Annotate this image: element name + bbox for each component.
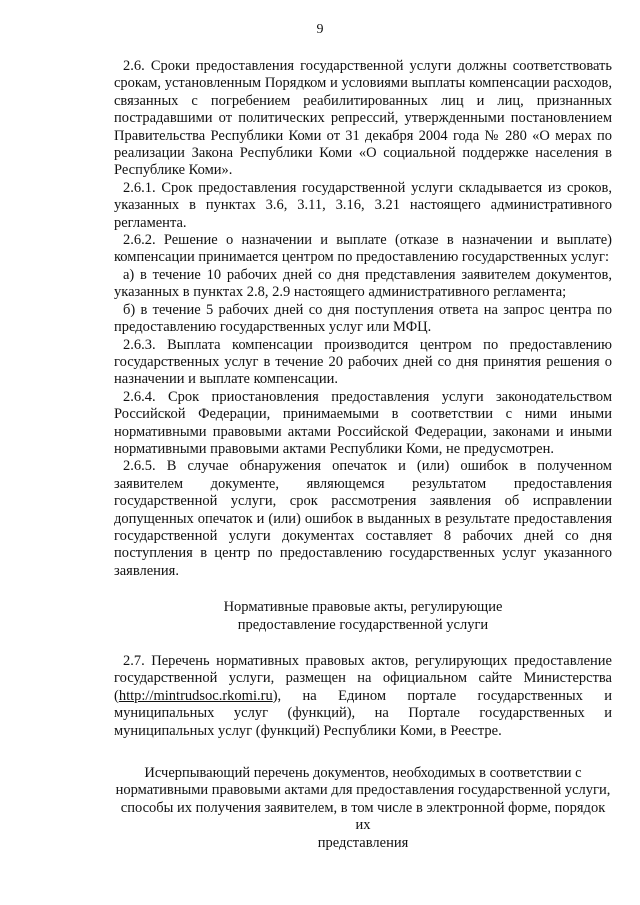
heading-line: нормативными правовыми актами для предоставления государственной услуги, [115,782,611,799]
paragraph-2-6: 2.6. Сроки предоставления государственной услуги должны соответствовать срокам, установленным Порядком и условиями выплаты компенсации расходов, связанных с погребением реабилитированных лиц и лиц, признанных пострадавшими от политических репрессий, утвержденными постановлением Правительства Республики Коми от 31 декабря 2004 года № 280 «О мерах по реализации Закона Республики Коми «О социальной поддержке населения в Республике Коми». [114,58,612,179]
paragraph-2-6-1: 2.6.1. Срок предоставления государственной услуги складывается из сроков, указанных в пунктах 3.6, 3.11, 3.16, 3.21 настоящего административного регламента. [114,179,612,231]
section-heading-normative-acts [114,599,612,634]
paragraph-2-6-2-a: а) в течение 10 рабочих дней со дня представления заявителем документов, указанных в пунктах 2.8, 2.9 настоящего административного регламента; [114,266,612,301]
paragraph-2-6-4: 2.6.4. Срок приостановления предоставления услуги законодательством Российской Федерации, принимаемыми в соответствии с ними иными нормативными правовыми актами Российской Федерации, законами и иными нормативными правовыми актами Республики Коми, не предусмотрен. [114,388,612,457]
paragraph-2-6-5: 2.6.5. В случае обнаружения опечаток и (или) ошибок в полученном заявителем документе, являющемся результатом предоставления государственной услуги, срок рассмотрения заявления об исправлении допущенных опечаток и (или) ошибок в выданных в результате предоставления государственной услуги документах составляет 8 рабочих дней со дня поступления в центр по предоставлению государственных услуг указанного заявления. [114,458,612,579]
paragraph-2-7 [114,653,612,740]
paragraph-2-6-2-b: б) в течение 5 рабочих дней со дня поступления ответа на запрос центра по предоставлению государственных услуг или МФЦ. [114,301,612,336]
document-body [114,58,612,852]
heading-line: представления [317,834,409,851]
paragraph-2-6-2: 2.6.2. Решение о назначении и выплате (отказе в назначении и выплате) компенсации принимается центром по предоставлению государственных услуг: [114,232,612,266]
page-number: 9 [316,22,324,37]
heading-line: предоставление государственной услуги [237,616,489,633]
heading-line: Нормативные правовые акты, регулирующие [223,599,503,616]
paragraph-2-7-text: ), на Едином портале государственных и муниципальных услуг (функций), на Портале государственных и муниципальных услуг (функций) Республики Коми, в Реестре. [114,687,612,739]
paragraph-2-6-3: 2.6.3. Выплата компенсации производится центром по предоставлению государственных услуг в течение 20 рабочих дней со дня принятия решения о назначении и выплате компенсации. [114,336,612,388]
section-heading-documents-list [114,765,612,852]
paragraph-2-7-text: 2.7. Перечень нормативных правовых актов, регулирующих предоставление государственной услуги, размещен на официальном сайте Министерства ( [114,653,612,704]
ministry-website-link[interactable]: http://mintrudsoc.rkomi.ru [118,687,273,704]
heading-line: способы их получения заявителем, в том числе в электронной форме, порядок их [120,799,606,834]
heading-line: Исчерпывающий перечень документов, необходимых в соответствии с [144,765,582,782]
